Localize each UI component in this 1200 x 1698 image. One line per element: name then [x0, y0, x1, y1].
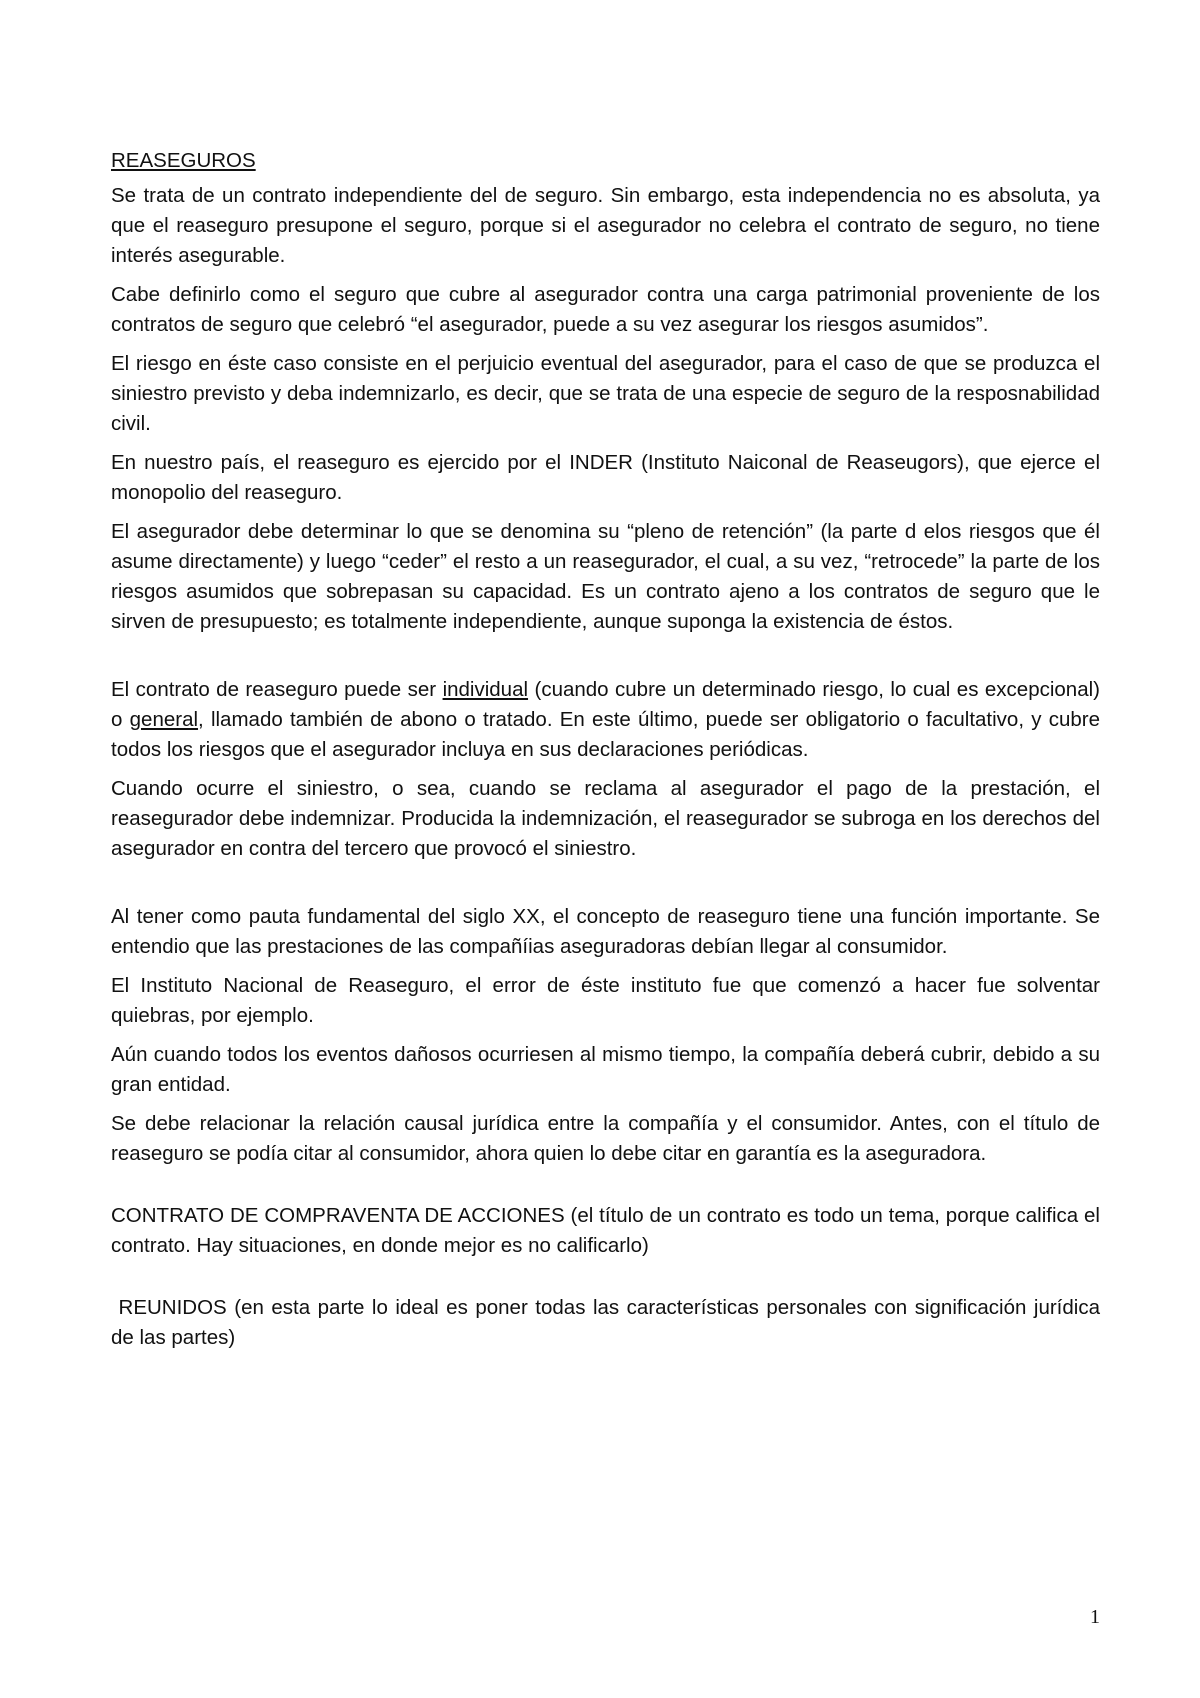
paragraph-6 — [111, 675, 1100, 765]
page-number: 1 — [1090, 1606, 1100, 1628]
heading-text: REASEGUROS — [111, 149, 256, 172]
paragraph-1: Se trata de un contrato independiente del de seguro. Sin embargo, esta independencia no es absoluta, ya que el reaseguro presupone el seguro, porque si el asegurador no celebra el contrato de seguro, no tiene interés asegurable. — [111, 184, 1100, 267]
paragraph-6-part1: El contrato de reaseguro puede ser — [111, 678, 443, 701]
paragraph-6-part2: (cuando cubre un determinado riesgo, lo cual es excepcional) o — [111, 678, 1100, 731]
paragraph-8: Al tener como pauta fundamental del siglo XX, el concepto de reaseguro tiene una función importante. Se entendio que las prestaciones de las compañíias aseguradoras debían llegar al consumidor. — [111, 905, 1100, 958]
paragraph-13-text: REUNIDOS (en esta parte lo ideal es poner todas las características personales con significación jurídica de las partes) — [111, 1296, 1106, 1349]
underlined-term-individual: individual — [442, 678, 529, 701]
paragraph-7: Cuando ocurre el siniestro, o sea, cuando se reclama al asegurador el pago de la prestación, el reasegurador debe indemnizar. Producida la indemnización, el reasegurador se subroga en los derechos del asegurador en contra del tercero que provocó el siniestro. — [111, 777, 1100, 860]
paragraph-6-part3: , llamado también de abono o tratado. En este último, puede ser obligatorio o facultativo, y cubre todos los riesgos que el asegurador incluya en sus declaraciones periódicas. — [111, 708, 1100, 761]
paragraph-3: El riesgo en éste caso consiste en el perjuicio eventual del asegurador, para el caso de que se produzca el siniestro previsto y deba indemnizarlo, es decir, que se trata de una especie de seguro de la resposnabilidad civil. — [111, 352, 1100, 435]
paragraph-12: CONTRATO DE COMPRAVENTA DE ACCIONES (el título de un contrato es todo un tema, porque califica el contrato. Hay situaciones, en donde mejor es no calificarlo) — [111, 1204, 1100, 1257]
document-body — [111, 146, 1106, 1362]
paragraph-9: El Instituto Nacional de Reaseguro, el error de éste instituto fue que comenzó a hacer fue solventar quiebras, por ejemplo. — [111, 974, 1100, 1027]
paragraph-2: Cabe definirlo como el seguro que cubre al asegurador contra una carga patrimonial proveniente de los contratos de seguro que celebró “el asegurador, puede a su vez asegurar los riesgos asumidos”. — [111, 283, 1100, 336]
paragraph-4: En nuestro país, el reaseguro es ejercido por el INDER (Instituto Naiconal de Reaseugors), que ejerce el monopolio del reaseguro. — [111, 451, 1100, 504]
paragraph-10: Aún cuando todos los eventos dañosos ocurriesen al mismo tiempo, la compañía deberá cubrir, debido a su gran entidad. — [111, 1043, 1100, 1096]
underlined-term-general: general — [129, 708, 199, 731]
section-heading — [111, 146, 1100, 176]
paragraph-13 — [111, 1293, 1106, 1353]
paragraph-11: Se debe relacionar la relación causal jurídica entre la compañía y el consumidor. Antes, con el título de reaseguro se podía citar al consumidor, ahora quien lo debe citar en garantía es la aseguradora. — [111, 1112, 1100, 1165]
paragraph-5: El asegurador debe determinar lo que se denomina su “pleno de retención” (la parte d elos riesgos que él asume directamente) y luego “ceder” el resto a un reasegurador, el cual, a su vez, “retrocede” la parte de los riesgos asumidos que sobrepasan su capacidad. Es un contrato ajeno a los contratos de seguro que le sirven de presupuesto; es totalmente independiente, aunque suponga la existencia de éstos. — [111, 520, 1100, 633]
